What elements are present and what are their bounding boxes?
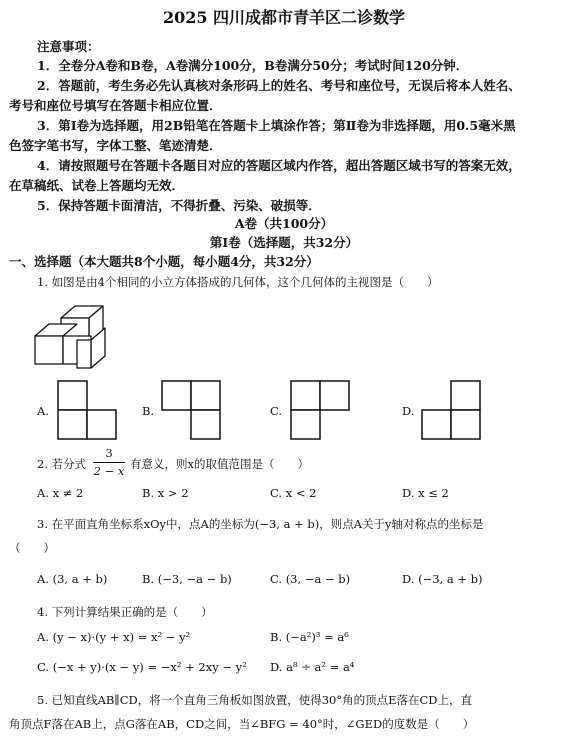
q4-option-c[interactable]: C. (−x + y)·(x − y) = −x² + 2xy − y² [37,660,247,674]
q4-option-b[interactable]: B. (−a²)³ = a⁶ [270,630,349,644]
q2-denominator: 2 − x [93,464,125,478]
note-3a: 3．第Ⅰ卷为选择题，用2B铅笔在答题卡上填涂作答；第Ⅱ卷为非选择题，用0.5毫米黑 [37,118,516,133]
q3-option-d[interactable]: D. (−3, a + b) [402,572,483,586]
q1-stem: 1. 如图是由4个相同的小立方体搭成的几何体，这个几何体的主视图是（ ） [37,275,439,289]
note-2a: 2．答题前，考生务必先认真核对条形码上的姓名、考号和座位号，无误后将本人姓名、 [37,78,521,93]
note-4a: 4．请按照题号在答题卡各题目对应的答题区域内作答，超出答题区域书写的答案无效， [37,158,521,173]
q5-line-2: 角顶点F落在AB上，点G落在AB，CD之间，当∠BFG = 40°时，∠GED的度数是（ ） [9,717,475,731]
note-2b: 考号和座位号填写在答题卡相应位置． [9,98,222,113]
cube-figure [33,296,123,376]
q1-option-a-label[interactable]: A. [37,404,49,418]
q4-option-a[interactable]: A. (y − x)·(y + x) = x² − y² [37,630,191,644]
q3-stem-cont: （ ） [9,541,55,555]
q1-option-b-label[interactable]: B. [142,404,155,418]
q1-option-c-label[interactable]: C. [270,404,283,418]
q2-option-b[interactable]: B. x > 2 [142,486,189,500]
note-1: 1．全卷分A卷和B卷，A卷满分100分，B卷满分50分；考试时间120分钟． [37,58,469,73]
note-3b: 色签字笔书写，字体工整、笔迹清楚． [9,138,222,153]
section-a-heading: A卷（共100分） [234,216,334,231]
q2-numerator: 3 [105,446,113,460]
q2-prefix: 2. 若分式 [37,457,87,471]
q3-option-a[interactable]: A. (3, a + b) [37,572,108,586]
q2-option-d[interactable]: D. x ≤ 2 [402,486,449,500]
part1-heading: 第Ⅰ卷（选择题，共32分） [209,235,359,250]
q1-option-a-figure[interactable] [57,380,117,440]
notes-heading: 注意事项： [37,39,100,54]
q2-option-a[interactable]: A. x ≠ 2 [37,486,84,500]
q3-option-b[interactable]: B. (−3, −a − b) [142,572,232,586]
q1-option-d-figure[interactable] [421,380,481,440]
q2-suffix: 有意义，则x的取值范围是（ ） [130,457,309,471]
choice-section-heading: 一、选择题（本大题共8个小题，每小题4分，共32分） [9,254,319,269]
page-title: 2025 四川成都市青羊区二诊数学 [162,8,406,27]
note-5: 5．保持答题卡面清洁，不得折叠、污染、破损等． [37,198,321,213]
q1-option-d-label[interactable]: D. [402,404,415,418]
note-4b: 在草稿纸、试卷上答题均无效． [9,178,185,193]
q2-option-c[interactable]: C. x < 2 [270,486,317,500]
q5-line-1: 5. 已知直线AB∥CD，将一个直角三角板如图放置，使得30°角的顶点E落在CD上，直 [37,693,473,707]
q3-stem: 3. 在平面直角坐标系xOy中，点A的坐标为(−3, a + b)，则点A关于y轴对称点的坐标是 [37,517,484,531]
q4-option-d[interactable]: D. a⁸ ÷ a² = a⁴ [270,660,355,674]
q1-option-c-figure[interactable] [290,380,350,440]
q1-option-b-figure[interactable] [161,380,221,440]
q4-stem: 4. 下列计算结果正确的是（ ） [37,605,213,619]
q2-fraction-bar [93,462,125,463]
q3-option-c[interactable]: C. (3, −a − b) [270,572,351,586]
